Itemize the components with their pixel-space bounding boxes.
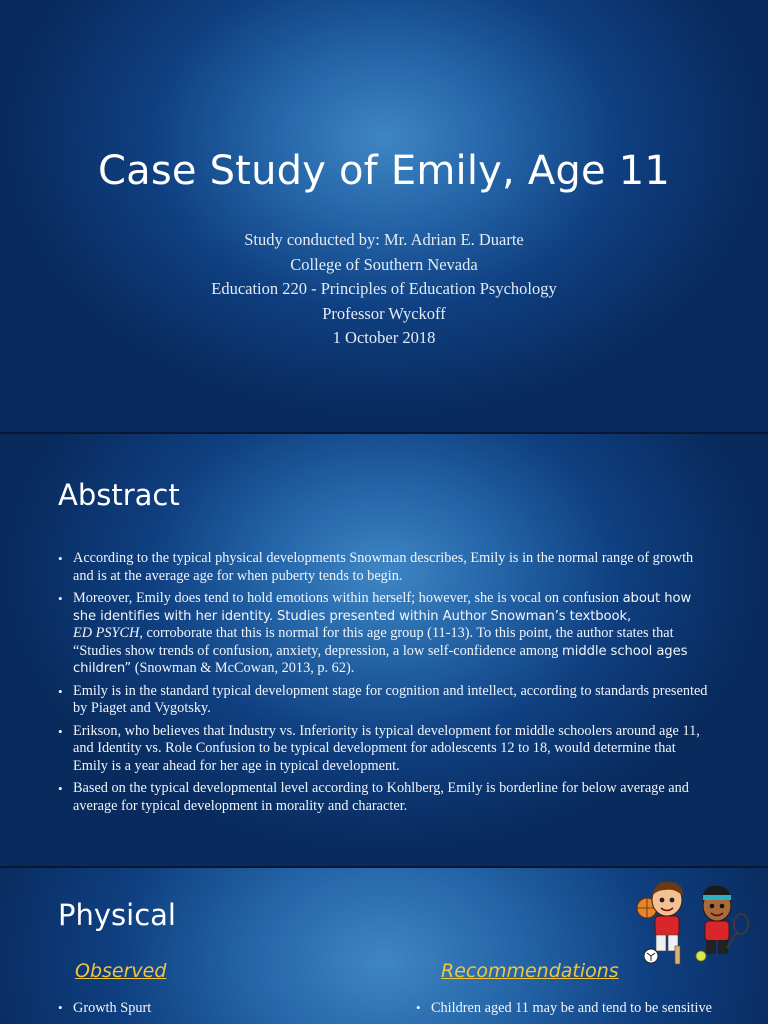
abstract-slide xyxy=(0,434,768,866)
abstract-bullet: • According to the typical physical developments Snowman describes, Emily is in the normal range of growth and is at the average age for when puberty tends to begin. xyxy=(58,550,714,585)
abstract-bullet: • Based on the typical developmental level according to Kohlberg, Emily is borderline for below average and average for typical development in morality and character. xyxy=(58,780,714,815)
author-line: Study conducted by: Mr. Adrian E. Duarte xyxy=(244,230,524,249)
abstract-bullet xyxy=(58,590,714,678)
slide-title: Case Study of Emily, Age 11 xyxy=(97,148,671,194)
kids-playing-sports-icon xyxy=(625,872,755,968)
college-line: College of Southern Nevada xyxy=(290,254,478,274)
observed-heading: Observed xyxy=(75,960,167,982)
abstract-bullet: • Erikson, who believes that Industry vs. Inferiority is typical development for middle schoolers around age 11, and Identity vs. Role Confusion to be typical development for adolescents 12 to 18, would determine that Emily is a year ahead for her age in typical development. xyxy=(58,723,714,776)
date-line: 1 October 2018 xyxy=(332,328,436,347)
physical-slide xyxy=(0,868,768,1024)
abstract-bullet: • Emily is in the standard typical development stage for cognition and intellect, according to standards presented by Piaget and Vygotsky. xyxy=(58,683,714,718)
recommendations-list xyxy=(416,999,756,1017)
abstract-bullet-list xyxy=(58,550,714,820)
recommendation-item: • Children aged 11 may be and tend to be sensitive xyxy=(416,999,756,1017)
title-slide xyxy=(0,0,768,432)
physical-heading: Physical xyxy=(58,898,176,932)
bullet-text: middle school ages children” xyxy=(73,643,688,676)
bullet-text: about how she identifies with her identity. Studies presented within Author Snowman’s textbook, xyxy=(73,591,692,624)
citation-text: (Snowman & McCowan, 2013, p. 62). xyxy=(131,660,355,676)
course-line: Education 220 - Principles of Education Psychology xyxy=(211,279,557,298)
recommendations-heading: Recommendations xyxy=(441,960,619,982)
observed-item: • Growth Spurt xyxy=(58,999,358,1017)
slide-subtitle xyxy=(0,228,768,351)
bullet-text: Moreover, Emily does tend to hold emotions within herself; however, she is vocal on confusion xyxy=(73,590,623,606)
bullet-text: , corroborate that this is normal for this age group (11-13). To this point, the author states that “Studies show trends of confusion, anxiety, depression, a low self-confidence among xyxy=(73,625,674,659)
abstract-heading: Abstract xyxy=(58,478,180,512)
observed-list xyxy=(58,999,358,1017)
professor-line: Professor Wyckoff xyxy=(322,303,446,323)
book-title: ED PSYCH xyxy=(73,625,140,641)
